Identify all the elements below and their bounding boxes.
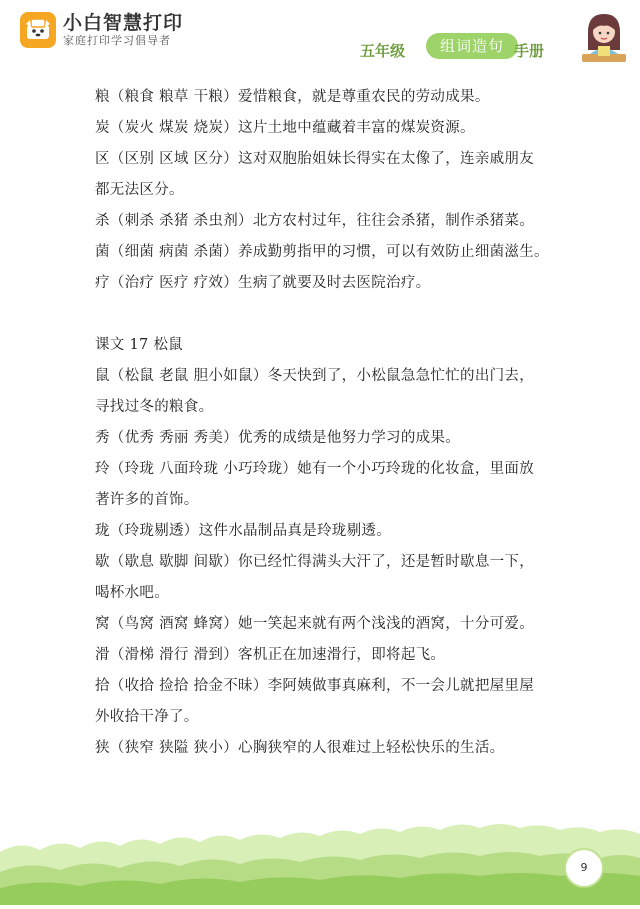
text-line: 窝（鸟窝 酒窝 蜂窝）她一笑起来就有两个浅浅的酒窝，十分可爱。 [95, 616, 535, 632]
text-line: 都无法区分。 [95, 182, 184, 198]
printer-dog-icon [20, 12, 56, 48]
text-line: 菌（细菌 病菌 杀菌）养成勤剪指甲的习惯，可以有效防止细菌滋生。 [95, 244, 549, 260]
page-number: 9 [564, 848, 604, 888]
text-line: 拾（收拾 捡拾 拾金不昧）李阿姨做事真麻利，不一会儿就把屋里屋 [95, 678, 535, 694]
blank-line [95, 299, 565, 330]
text-line: 歇（歇息 歇脚 间歇）你已经忙得满头大汗了，还是暂时歇息一下， [95, 554, 535, 570]
text-line: 鼠（松鼠 老鼠 胆小如鼠）冬天快到了，小松鼠急急忙忙的出门去， [95, 368, 535, 384]
text-line: 外收拾干净了。 [95, 709, 199, 725]
grass-footer [0, 812, 640, 905]
text-line: 杀（刺杀 杀猪 杀虫剂）北方农村过年，往往会杀猪，制作杀猪菜。 [95, 213, 535, 229]
section-tag: 组词造句 [426, 33, 518, 59]
handbook-label: 手册 [514, 42, 545, 60]
word-list [95, 82, 565, 764]
text-line: 喝杯水吧。 [95, 585, 169, 601]
text-line: 著许多的首饰。 [95, 492, 199, 508]
text-line: 玲（玲珑 八面玲珑 小巧玲珑）她有一个小巧玲珑的化妆盒，里面放 [95, 461, 535, 477]
text-line: 炭（炭火 煤炭 烧炭）这片土地中蕴藏着丰富的煤炭资源。 [95, 120, 475, 136]
grade-label: 五年级 [360, 42, 406, 60]
text-line: 粮（粮食 粮草 干粮）爱惜粮食，就是尊重农民的劳动成果。 [95, 89, 490, 105]
text-line: 寻找过冬的粮食。 [95, 399, 214, 415]
lesson-heading: 课文 17 松鼠 [95, 337, 184, 353]
text-line: 滑（滑梯 滑行 滑到）客机正在加速滑行，即将起飞。 [95, 647, 446, 663]
text-line: 珑（玲珑剔透）这件水晶制品真是玲珑剔透。 [95, 523, 391, 539]
reading-girl-icon [574, 10, 634, 70]
brand-logo [20, 12, 183, 48]
brand-name: 小白智慧打印 [63, 11, 184, 34]
brand-slogan: 家庭打印学习倡导者 [63, 33, 171, 47]
text-line: 狭（狭窄 狭隘 狭小）心胸狭窄的人很难过上轻松快乐的生活。 [95, 740, 505, 756]
text-line: 秀（优秀 秀丽 秀美）优秀的成绩是他努力学习的成果。 [95, 430, 461, 446]
text-line: 区（区别 区域 区分）这对双胞胎姐妹长得实在太像了，连亲戚朋友 [95, 151, 535, 167]
page-header [0, 0, 640, 70]
text-line: 疗（治疗 医疗 疗效）生病了就要及时去医院治疗。 [95, 275, 431, 291]
